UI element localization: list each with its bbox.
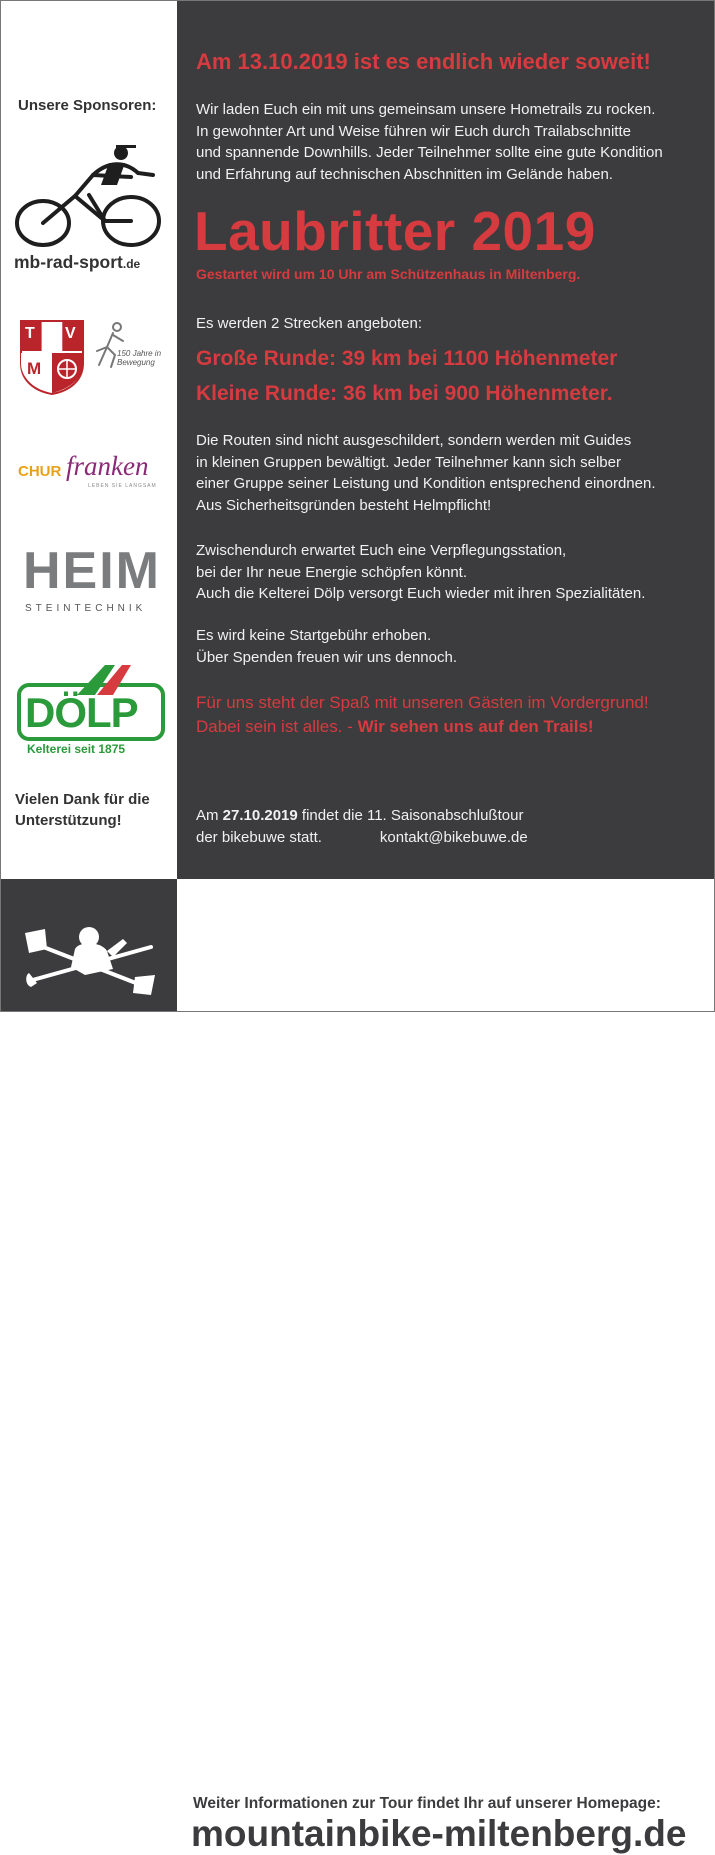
tvm-logo [19,319,169,399]
fun-line2-emphasis: Wir sehen uns auf den Trails! [357,717,594,736]
catering-paragraph [196,540,645,605]
catering-line: Auch die Kelterei Dölp versorgt Euch wieder mit ihren Spezialitäten. [196,585,646,602]
doelp-logo [17,665,167,761]
churfranken-logo [18,451,173,495]
tvm-letter-v: V [65,325,76,342]
slogan-panel [1,879,177,1791]
heim-logo [23,541,163,621]
intro-line: In gewohnter Art und Weise führen wir Euch durch Trailabschnitte [196,122,631,140]
mb-rad-sport-logo [13,141,173,276]
fees-paragraph [196,625,457,668]
event-title: Laubritter 2019 [194,200,596,262]
slogan-text: No dig, no ride! [14,1769,161,1791]
homepage-url[interactable]: mountainbike-miltenberg.de [191,1813,687,1854]
thanks-line2: Unterstützung! [15,812,122,829]
chur-text: CHUR [18,463,62,480]
route-small: Kleine Runde: 36 km bei 900 Höhenmeter. [196,382,613,405]
homepage-panel [177,879,714,1854]
routes-intro: Es werden 2 Strecken angeboten: [196,315,422,332]
heim-subtitle: STEINTECHNIK [25,603,147,614]
guides-line: Die Routen sind nicht ausgeschildert, sondern werden mit Guides [196,432,632,449]
doelp-subtitle: Kelterei seit 1875 [27,742,126,756]
fees-line: Über Spenden freuen wir uns dennoch. [196,648,458,666]
main-content-panel [177,1,714,879]
tvm-subtitle: 150 Jahre in Bewegung [117,349,162,367]
sponsors-label: Unsere Sponsoren: [18,97,157,114]
guides-line: in kleinen Gruppen bewältigt. Jeder Teilnehmer kann sich selber [196,453,621,471]
fees-line: Es wird keine Startgebühr erhoben. [196,627,432,644]
intro-paragraph [196,99,663,185]
event-headline: Am 13.10.2019 ist es endlich wieder soweit! [196,49,651,74]
catering-line: bei der Ihr neue Energie schöpfen könnt. [196,563,468,581]
start-info: Gestartet wird um 10 Uhr am Schützenhaus in Miltenberg. [196,266,581,282]
tvm-letter-m: M [27,359,42,378]
season-line2: der bikebuwe statt. kontakt@bikebuwe.de [196,828,528,846]
thanks-text [15,789,150,831]
route-big: Große Runde: 39 km bei 1100 Höhenmeter [196,347,618,370]
thanks-line1: Vielen Dank für die [15,791,150,808]
intro-line: und spannende Downhills. Jeder Teilnehmer sollte eine gute Kondition [196,144,663,161]
shovel-rider-icon [23,923,158,998]
tvm-letter-t: T [25,325,35,342]
fun-line2-text: Dabei sein ist alles. - [196,717,358,736]
mbrad-logo-text: mb-rad-sport.de [14,252,141,272]
franken-subtitle: LEBEN SIE LANGSAM [88,483,157,489]
heim-text: HEIM [23,542,161,600]
contact-email[interactable]: kontakt@bikebuwe.de [379,828,528,846]
doelp-text: DÖLP [25,689,138,736]
franken-text: franken [66,451,149,481]
sponsor-column [1,1,177,879]
season-date: 27.10.2019 [222,807,298,824]
guides-line: Aus Sicherheitsgründen besteht Helmpflicht! [196,496,492,514]
season-line1: Am 27.10.2019 findet die 11. Saisonabschlußtour [196,807,524,824]
fun-line2 [196,715,649,739]
fun-paragraph [196,691,649,739]
guides-paragraph [196,430,656,516]
season-info [196,805,528,848]
intro-line: und Erfahrung auf technischen Abschnitten im Gelände haben. [196,165,613,183]
guides-line: einer Gruppe seiner Leistung und Kondition entsprechend einordnen. [196,475,656,492]
fun-line1: Für uns steht der Spaß mit unseren Gästen im Vordergrund! [196,693,649,712]
catering-line: Zwischendurch erwartet Euch eine Verpflegungsstation, [196,542,567,559]
intro-line: Wir laden Euch ein mit uns gemeinsam unsere Hometrails zu rocken. [196,101,656,118]
cyclist-icon [13,141,173,256]
homepage-info-text: Weiter Informationen zur Tour findet Ihr auf unserer Homepage: [193,1795,661,1812]
